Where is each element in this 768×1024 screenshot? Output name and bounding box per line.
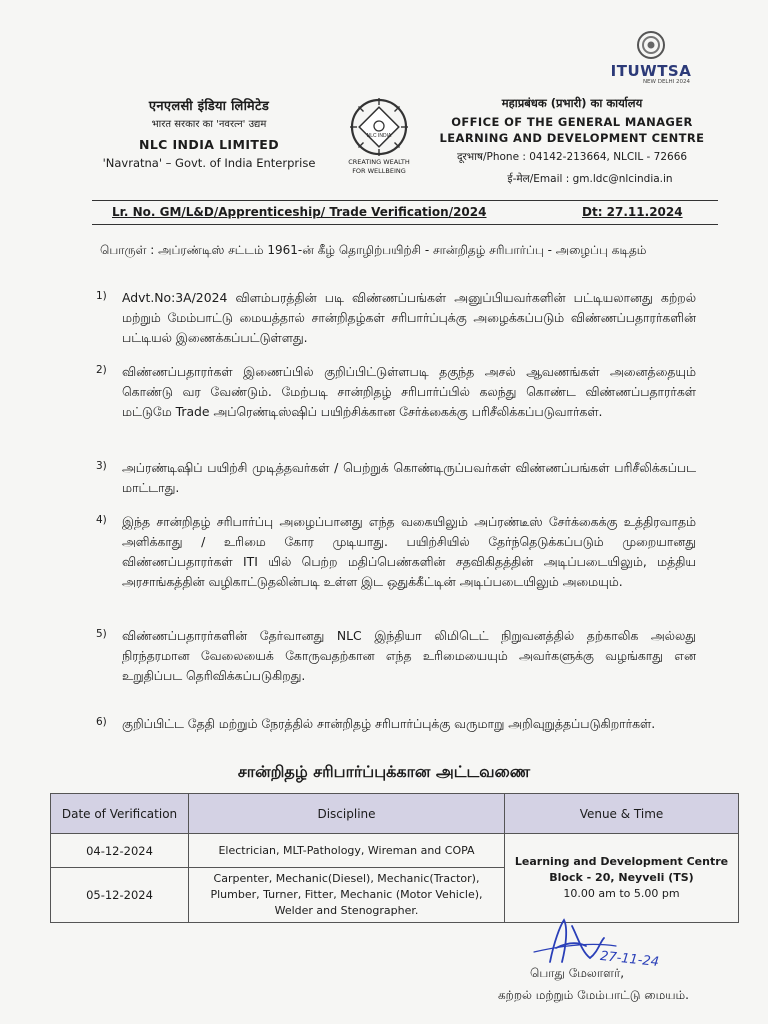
- nlc-logo-tagline-2: FOR WELLBEING: [352, 166, 406, 175]
- signatory-department: கற்றல் மற்றும் மேம்பாட்டு மையம்.: [498, 988, 689, 1002]
- nlc-logo-tagline-1: CREATING WEALTH: [348, 158, 410, 166]
- schedule-title: சான்றிதழ் சரிபார்ப்புக்கான அட்டவணை: [237, 762, 531, 781]
- ituwtsa-subtext: NEW DELHI 2024: [642, 79, 690, 85]
- letter-subject: பொருள் : அப்ரண்டிஸ் சட்டம் 1961-ன் கீழ் தொழிற்பயிற்சி - சான்றிதழ் சரிபார்ப்பு - அழைப்பு கடிதம்: [100, 243, 647, 257]
- header-venue: Venue & Time: [505, 794, 739, 834]
- venue-line-2: Block - 20, Neyveli (TS): [549, 871, 694, 884]
- office-name-line2: LEARNING AND DEVELOPMENT CENTRE: [439, 131, 705, 145]
- list-item: [96, 626, 696, 686]
- company-tagline-english: 'Navratna' – Govt. of India Enterprise: [102, 156, 316, 170]
- header-discipline: Discipline: [189, 794, 505, 834]
- list-item-text: விண்ணப்பதாரர்களின் தேர்வானது NLC இந்தியா லிமிடெட் நிறுவனத்தில் தற்காலிக அல்லது நிரந்தரமான வேலையைக் கோருவதற்கான எந்த உரிமையையும் அவர்களுக்கு வழங்காது என உறுதிப்பட தெரிவிக்கப்படுகிறது.: [122, 628, 696, 683]
- list-item: [96, 512, 696, 592]
- reference-divider: [92, 224, 718, 225]
- list-item-number: 4): [96, 514, 107, 526]
- ituwtsa-logo: [606, 30, 696, 85]
- signature-date: 27-11-24: [599, 948, 660, 971]
- header-date: Date of Verification: [51, 794, 189, 834]
- header-divider: [92, 200, 718, 201]
- letter-date: Dt: 27.11.2024: [582, 205, 683, 219]
- list-item: [96, 714, 696, 734]
- schedule-table: [50, 793, 739, 923]
- row-discipline: Electrician, MLT-Pathology, Wireman and COPA: [189, 834, 505, 868]
- row-date: 04-12-2024: [51, 834, 189, 868]
- ituwtsa-emblem-icon: [636, 30, 666, 60]
- company-name-block: [84, 96, 334, 170]
- office-name-line1: OFFICE OF THE GENERAL MANAGER: [451, 115, 693, 129]
- nlc-logo-inner-text: NLC INDIA: [366, 133, 392, 139]
- company-name-hindi: एनएलसी इंडिया लिमिटेड: [148, 99, 270, 114]
- list-item-text: Advt.No:3A/2024 விளம்பரத்தின் படி விண்ணப்பங்கள் அனுப்பியவர்களின் பட்டியலானது கற்றல் மற்றும் மேம்பாட்டு மையத்தால் சான்றிதழ்கள் சரிபார்ப்புக்கு அழைக்கப்படும் விண்ணப்பதாரர்களின் பட்டியல் இணைக்கப்பட்டுள்ளது.: [122, 290, 696, 345]
- list-item-number: 2): [96, 364, 107, 376]
- nlc-emblem-icon: [348, 96, 410, 158]
- company-name-english: NLC INDIA LIMITED: [138, 137, 280, 152]
- venue-cell: [505, 834, 739, 923]
- office-block: [432, 96, 712, 186]
- office-name-hindi: महाप्रबंधक (प्रभारी) का कार्यालय: [501, 96, 643, 110]
- list-item-text: இந்த சான்றிதழ் சரிபார்ப்பு அழைப்பானது எந்த வகையிலும் அப்ரண்டீஸ் சேர்க்கைக்கு உத்திரவாதம் அளிக்காது / உரிமை கோர முடியாது. பயிற்சியில் தேர்ந்தெடுக்கப்படும் முறையானது விண்ணப்பதாரர்கள் ITI யில் பெற்ற மதிப்பெண்களின் சதவிகிதத்தின் அடிப்படையிலும், மத்திய அரசாங்கத்தின் வழிகாட்டுதலின்படி உள்ள இட ஒதுக்கீட்டின் அடிப்படையிலும் அமையும்.: [122, 514, 696, 589]
- row-discipline: Carpenter, Mechanic(Diesel), Mechanic(Tractor), Plumber, Turner, Fitter, Mechanic (Motor Vehicle), Welder and Stenographer.: [189, 868, 505, 923]
- list-item-text: குறிப்பிட்ட தேதி மற்றும் நேரத்தில் சான்றிதழ் சரிபார்ப்புக்கு வருமாறு அறிவுறுத்தப்படுகிறார்கள்.: [122, 716, 656, 731]
- letter-reference-number: Lr. No. GM/L&D/Apprenticeship/ Trade Verification/2024: [112, 205, 487, 219]
- list-item-number: 5): [96, 628, 107, 640]
- ituwtsa-text: ITUWTSA: [610, 62, 692, 80]
- venue-line-3: 10.00 am to 5.00 pm: [563, 887, 680, 900]
- list-item-number: 1): [96, 290, 107, 302]
- list-item: [96, 288, 696, 348]
- list-item: [96, 362, 696, 422]
- signatory-designation: பொது மேலாளர்,: [530, 966, 625, 980]
- row-date: 05-12-2024: [51, 868, 189, 923]
- nlc-logo: [336, 96, 422, 175]
- list-item: [96, 458, 696, 498]
- office-email: ई-मेल/Email : gm.ldc@nlcindia.in: [507, 173, 673, 185]
- list-item-text: விண்ணப்பதாரர்கள் இணைப்பில் குறிப்பிட்டுள்ளபடி தகுந்த அசல் ஆவணங்கள் அனைத்தையும் கொண்டு வர வேண்டும். மேற்படி சான்றிதழ் சரிபார்ப்பில் கலந்து கொண்ட விண்ணப்பதாரர்கள் மட்டுமே Trade அப்ரெண்டிஸ்ஷிப் பயிற்சிக்கான சேர்க்கைக்கு பரிசீலிக்கப்படுவார்கள்.: [122, 364, 696, 419]
- company-tagline-hindi: भारत सरकार का 'नवरत्न' उद्यम: [151, 119, 267, 130]
- list-item-text: அப்ரண்டிஷிப் பயிற்சி முடித்தவர்கள் / பெற்றுக் கொண்டிருப்பவர்கள் விண்ணப்பங்கள் பரிசீலிக்கப்பட மாட்டாது.: [122, 460, 696, 495]
- venue-line-1: Learning and Development Centre: [514, 855, 729, 868]
- table-header-row: [51, 794, 739, 834]
- table-row: [51, 834, 739, 868]
- office-phone: दूरभाष/Phone : 04142-213664, NLCIL - 72666: [456, 151, 688, 163]
- list-item-number: 3): [96, 460, 107, 472]
- list-item-number: 6): [96, 716, 107, 728]
